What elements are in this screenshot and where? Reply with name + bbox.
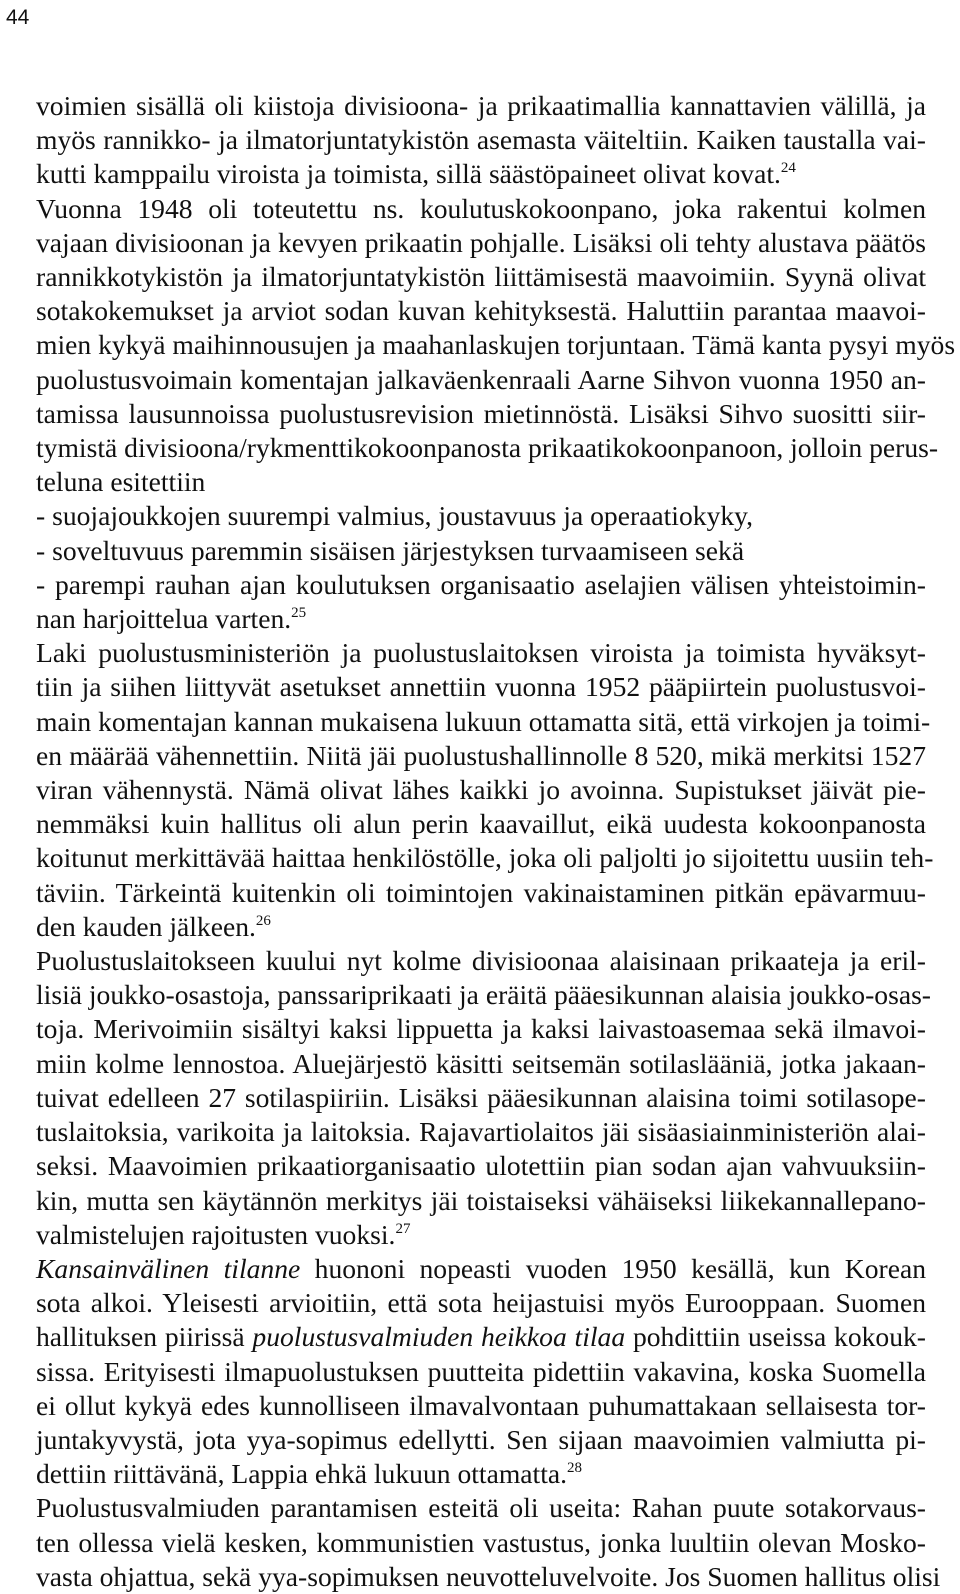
text-line: täviin. Tärkeintä kuitenkin oli toimintojen vakinaistaminen pitkän epävarmuu- <box>36 876 926 908</box>
text-line: tamissa lausunnoissa puolustusrevision mietinnöstä. Lisäksi Sihvo suositti siir- <box>36 397 926 429</box>
text-line: - soveltuvuus paremmin sisäisen järjestyksen turvaamiseen sekä <box>36 534 745 566</box>
text-line: vajaan divisioonan ja kevyen prikaatin pohjalle. Lisäksi oli tehty alustava päätös <box>36 226 926 258</box>
italic-term: Kansainvälinen tilanne <box>36 1252 301 1284</box>
text-line: ten ollessa vielä kesken, kommunistien vastustus, jonka luultiin olevan Mosko- <box>36 1526 926 1558</box>
text-line: hallituksen piirissä puolustusvalmiuden heikkoa tilaa pohdittiin useissa kokouk- <box>36 1321 927 1353</box>
text-line: Vuonna 1948 oli toteutettu ns. koulutuskokoonpano, joka rakentui kolmen <box>36 192 926 224</box>
text-line: mien kykyä maihinnousujen ja maahanlaskujen torjuntaan. Tämä kanta pysyi myös <box>36 329 956 361</box>
footnote-ref: 25 <box>291 605 307 622</box>
text-line: tymistä divisioona/rykmenttikokoonpanosta prikaatikokoonpanoon, jolloin perus- <box>36 432 939 464</box>
text-line: Kansainvälinen tilanne huononi nopeasti vuoden 1950 kesällä, kun Korean <box>36 1252 926 1284</box>
text-line: Laki puolustusministeriön ja puolustuslaitoksen viroista ja toimista hyväksyt- <box>36 637 926 669</box>
text-line: - parempi rauhan ajan koulutuksen organisaatio aselajien välisen yhteistoimin- <box>36 568 926 600</box>
italic-term: puolustusvalmiuden heikkoa tilaa <box>252 1321 626 1353</box>
text-line: myös rannikko- ja ilmatorjuntatykistön asemasta väiteltiin. Kaiken taustalla vai- <box>36 124 926 156</box>
text-line: koitunut merkittävää haittaa henkilöstölle, joka oli paljolti jo sijoitettu uusiin teh- <box>36 842 934 874</box>
text-line: kin, mutta sen käytännön merkitys jäi toistaiseksi vähäiseksi liikekannallepano- <box>36 1184 926 1216</box>
text-line: viran vähennystä. Nämä olivat lähes kaikki jo avoinna. Supistukset jäivät pie- <box>36 774 926 806</box>
text-line: tuivat edelleen 27 sotilaspiiriin. Lisäksi pääesikunnan alaisina toimi sotilasope- <box>36 1081 926 1113</box>
text-line: toja. Merivoimiin sisältyi kaksi lippuetta ja kaksi laivastoasemaa sekä ilmavoi- <box>36 1013 926 1045</box>
text-line: voimien sisällä oli kiistoja divisioona- ja prikaatimallia kannattavien välillä, ja <box>36 90 926 121</box>
text-line: tiin ja siihen liittyvät asetukset annettiin vuonna 1952 pääpiirtein puolustusvoi- <box>36 671 926 703</box>
text-line: kutti kamppailu viroista ja toimista, sillä säästöpaineet olivat kovat.$^{24}$ <box>36 158 796 190</box>
text-line: den kauden jälkeen.$^{26}$ <box>36 910 271 942</box>
text-line: rannikkotykistön ja ilmatorjuntatykistön liittämisestä maavoimiin. Syynä olivat <box>36 261 926 293</box>
text-line: lisiä joukko-osastoja, panssariprikaati ja eräitä pääesikunnan alaisia joukko-osas- <box>36 979 931 1011</box>
text-line: main komentajan kannan mukaisena lukuun ottamatta sitä, että virkojen ja toimi- <box>36 705 931 737</box>
text-line: Puolustuslaitokseen kuului nyt kolme divisioonaa alaisinaan prikaateja ja eril- <box>36 945 926 977</box>
text-line: seksi. Maavoimien prikaatiorganisaatio ulotettiin pian sodan ajan vahvuuksiin- <box>36 1150 926 1182</box>
body-text <box>36 89 956 1594</box>
text-line: valmistelujen rajoitusten vuoksi.$^{27}$ <box>36 1218 411 1250</box>
text-line: juntakyvystä, jota yya-sopimus edellytti. Sen sijaan maavoimien valmiutta pi- <box>36 1423 926 1455</box>
text-line: sotakokemukset ja arviot sodan kuvan kehityksestä. Haluttiin parantaa maavoi- <box>36 295 926 327</box>
text-line: tuslaitoksia, varikoita ja laitoksia. Rajavartiolaitos jäi sisäasiainministeriön alai- <box>36 1116 926 1148</box>
text-line: vasta ohjattua, sekä yya-sopimuksen neuvotteluvelvoite. Jos Suomen hallitus olisi <box>36 1560 941 1592</box>
text-line: Puolustusvalmiuden parantamisen esteitä oli useita: Rahan puute sotakorvaus- <box>36 1492 926 1524</box>
text-line: - suojajoukkojen suurempi valmius, joustavuus ja operaatiokyky, <box>36 500 754 532</box>
text-line: puolustusvoimain komentajan jalkaväenkenraali Aarne Sihvon vuonna 1950 an- <box>36 363 926 395</box>
footnote-ref: 26 <box>255 912 271 929</box>
footnote-ref: 24 <box>780 160 796 177</box>
text-line: teluna esitettiin <box>36 466 206 498</box>
page-number: 44 <box>6 6 30 29</box>
text-line: dettiin riittävänä, Lappia ehkä lukuun ottamatta.$^{28}$ <box>36 1458 583 1490</box>
footnote-ref: 27 <box>395 1220 411 1237</box>
text-line: ei ollut kykyä edes kunnolliseen ilmavalvontaan puhumattakaan sellaisesta tor- <box>36 1389 926 1421</box>
text-line: nan harjoittelua varten.$^{25}$ <box>36 603 307 635</box>
text-line: sissa. Erityisesti ilmapuolustuksen puutteita pidettiin vakavina, koska Suomella <box>36 1355 926 1387</box>
text-line: en määrää vähennettiin. Niitä jäi puolustushallinnolle 8 520, mikä merkitsi 1527 <box>36 739 926 771</box>
footnote-ref: 28 <box>567 1460 583 1477</box>
text-line: sota alkoi. Yleisesti arvioitiin, että sota heijastuisi myös Eurooppaan. Suomen <box>36 1287 926 1319</box>
text-line: miin kolme lennostoa. Aluejärjestö käsitti seitsemän sotilaslääniä, jotka jakaan- <box>36 1047 926 1079</box>
text-line: nemmäksi kuin hallitus oli alun perin kaavaillut, eikä uudesta kokoonpanosta <box>36 808 926 840</box>
